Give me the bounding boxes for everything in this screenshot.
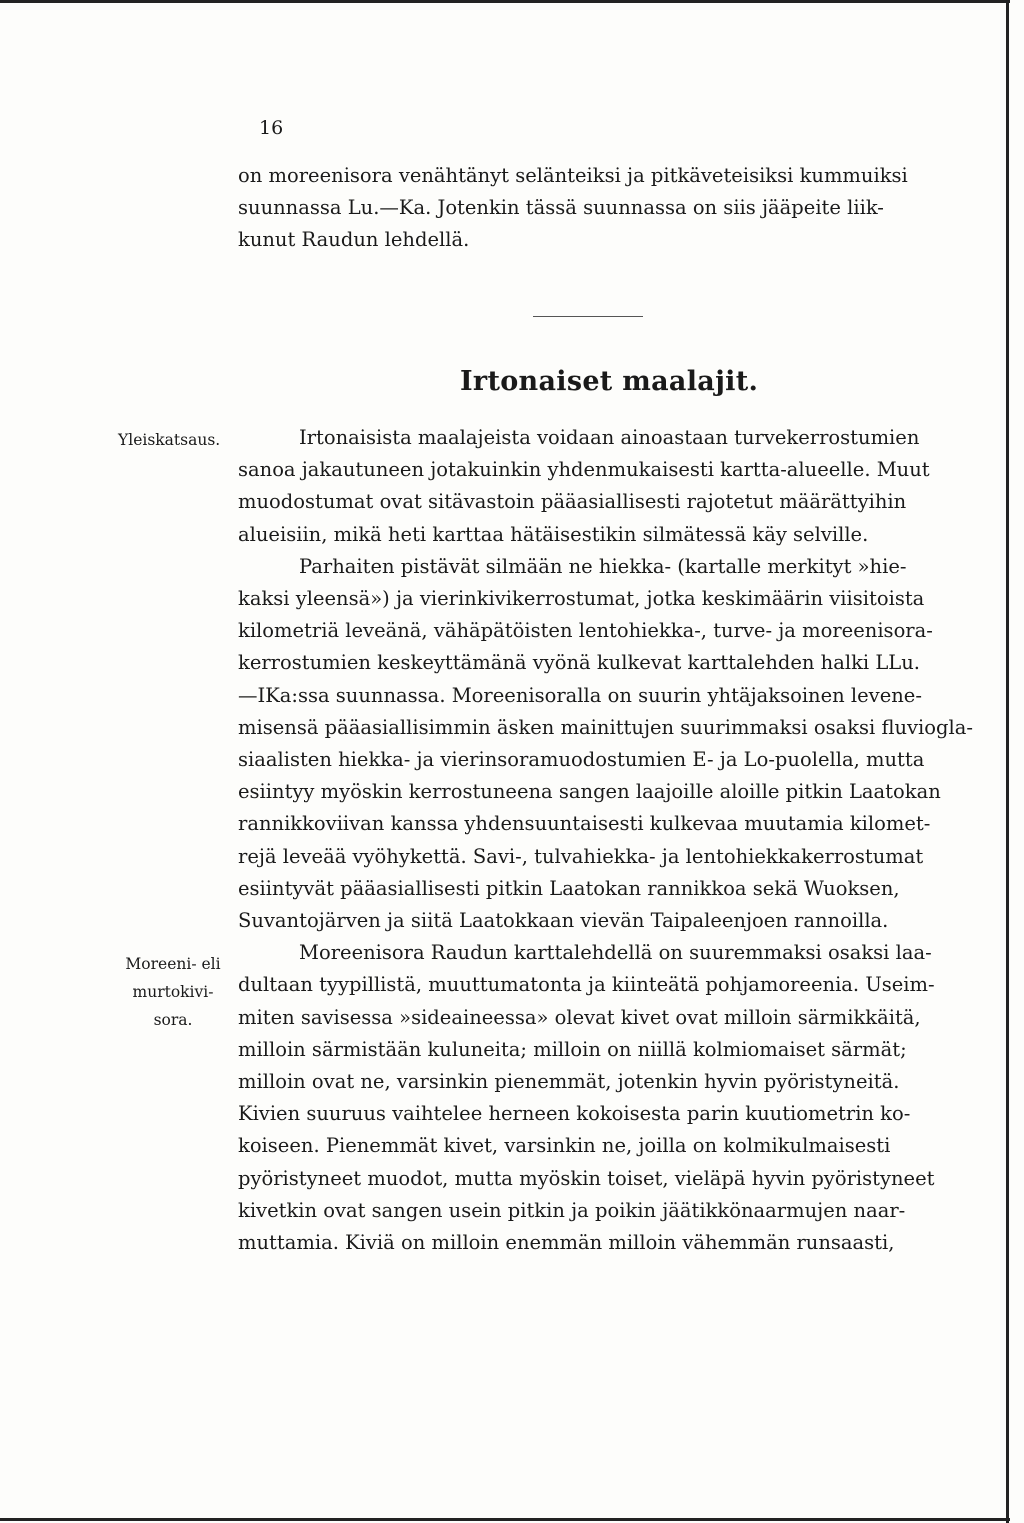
text-line: Irtonaisista maalajeista voidaan ainoastaan turvekerrostumien — [299, 426, 920, 449]
text-line: esiintyvät pääasiallisesti pitkin Laatokan rannikkoa sekä Wuoksen, — [238, 876, 900, 900]
section-heading: Irtonaiset maalajit. — [460, 366, 759, 397]
text-line: siaalisten hiekka- ja vierinsoramuodostumien E- ja Lo-puolella, mutta — [238, 748, 925, 772]
margin-note-moreeni — [114, 950, 232, 1034]
text-line: sanoa jakautuneen jotakuinkin yhdenmukaisesti kartta-alueelle. Muut — [238, 458, 930, 482]
text-line: kilometriä leveänä, vähäpätöisten lentohiekka-, turve- ja moreenisora- — [238, 619, 933, 643]
text-line: kaksi yleensä») ja vierinkivikerrostumat, jotka keskimäärin viisitoista — [238, 587, 925, 611]
text-line: misensä pääasiallisimmin äsken mainittujen suurimmaksi osaksi fluviogla- — [238, 715, 973, 739]
text-line: rejä leveää vyöhykettä. Savi-, tulvahiekka- ja lentohiekkakerrostumat — [238, 844, 924, 868]
margin-note-yleiskatsaus: Yleiskatsaus. — [118, 431, 221, 449]
text-line: kerrostumien keskeyttämänä vyönä kulkevat karttalehden halki LLu. — [238, 651, 921, 675]
text-line: milloin särmistään kuluneita; milloin on niillä kolmiomaiset särmät; — [238, 1037, 907, 1061]
text-line: muttamia. Kiviä on milloin enemmän milloin vähemmän runsaasti, — [238, 1231, 895, 1255]
text-line: Suvantojärven ja siitä Laatokkaan vievän Taipaleenjoen rannoilla. — [238, 909, 889, 933]
text-line: muodostumat ovat sitävastoin pääasiallisesti rajotetut määrättyihin — [238, 490, 907, 514]
text-line: kivetkin ovat sangen usein pitkin ja poikin jäätikkönaarmujen naar- — [238, 1198, 906, 1222]
text-line: koiseen. Pienemmät kivet, varsinkin ne, joilla on kolmikulmaisesti — [238, 1134, 891, 1158]
main-text — [238, 422, 973, 1259]
text-line: —IKa:ssa suunnassa. Moreenisoralla on suurin yhtäjaksoinen levene- — [238, 683, 922, 707]
text-line: Moreenisora Raudun karttalehdellä on suuremmaksi osaksi laa- — [299, 941, 932, 965]
text-line: miten savisessa »sideaineessa» olevat kivet ovat milloin särmikkäitä, — [238, 1005, 921, 1029]
text-line: milloin ovat ne, varsinkin pienemmät, jotenkin hyvin pyöristyneitä. — [238, 1070, 900, 1094]
text-line: pyöristyneet muodot, mutta myöskin toiset, vieläpä hyvin pyöristyneet — [238, 1166, 935, 1190]
scan-border-bottom — [0, 1518, 1010, 1521]
text-line: Kivien suuruus vaihtelee herneen kokoisesta parin kuutiometrin ko- — [238, 1102, 911, 1126]
text-line: esiintyy myöskin kerrostuneena sangen laajoille aloille pitkin Laatokan — [238, 780, 941, 804]
margin-note-line: murtokivi- — [132, 983, 214, 1001]
text-line: alueisiin, mikä heti karttaa hätäisestikin silmätessä käy selville. — [238, 522, 869, 546]
text-line: Parhaiten pistävät silmään ne hiekka- (kartalle merkityt »hie- — [299, 554, 907, 578]
text-line: on moreenisora venähtänyt selänteiksi ja pitkäveteisiksi kummuiksi — [238, 164, 908, 187]
text-line: suunnassa Lu.—Ka. Jotenkin tässä suunnassa on siis jääpeite liik- — [238, 196, 884, 220]
margin-note-line: Moreeni- eli — [125, 955, 221, 973]
section-divider — [533, 316, 643, 317]
scan-border-right — [1006, 0, 1009, 1523]
text-line: dultaan tyypillistä, muuttumatonta ja kiinteätä pohjamoreenia. Useim- — [238, 973, 935, 997]
text-line: kunut Raudun lehdellä. — [238, 228, 470, 252]
scan-border-top — [0, 0, 1010, 3]
text-line: rannikkoviivan kanssa yhdensuuntaisesti kulkevaa muutamia kilomet- — [238, 812, 931, 836]
intro-paragraph — [238, 160, 938, 257]
margin-note-line: sora. — [153, 1011, 193, 1029]
page-number: 16 — [259, 117, 284, 139]
